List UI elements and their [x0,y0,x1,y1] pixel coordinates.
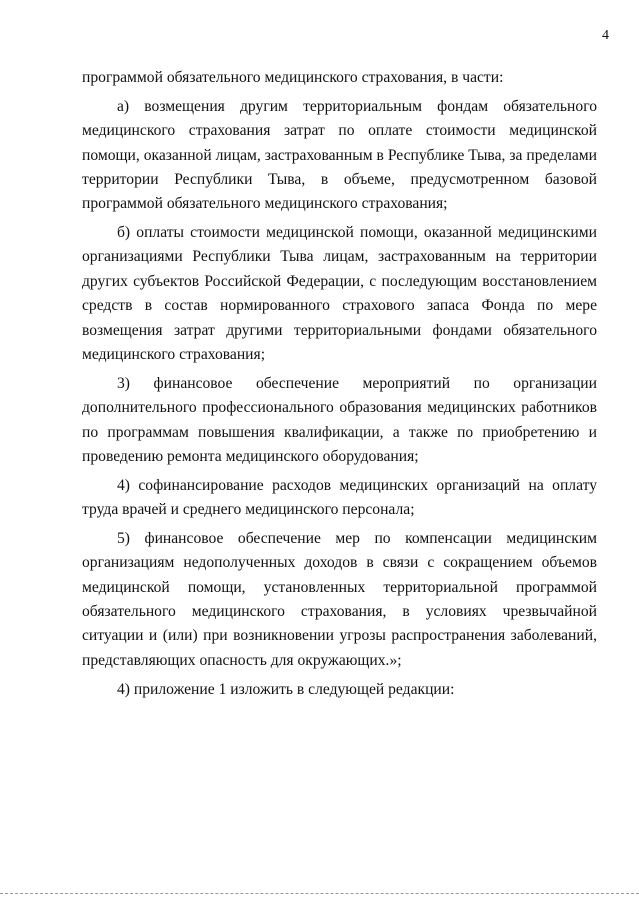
paragraph-item-3: 3) финансовое обеспечение мероприятий по организации дополнительного профессионального образования медицинских работников по программам повышения квалификации, а также по приобретению и проведению ремонта медицинского оборудования; [82,374,597,465]
paragraph-item-5: 5) финансовое обеспечение мер по компенсации медицинским организациям недополученных доходов в связи с сокращением объемов медицинской помощи, установленных территориальной программой обязательного медицинского страхования, в условиях чрезвычайной ситуации и (или) при возникновении угрозы распространения заболеваний, представляющих опасность для окружающих.»; [82,529,597,669]
paragraph-item-4: 4) софинансирование расходов медицинских организаций на оплату труда врачей и среднего медицинского персонала; [82,476,597,519]
page-number: 4 [602,28,609,43]
paragraph-intro: программой обязательного медицинского страхования, в части: [82,69,504,86]
paragraph-appendix: 4) приложение 1 изложить в следующей редакции: [117,680,455,698]
document-body [82,66,597,706]
scan-bottom-rule [0,893,639,895]
paragraph-item-b: б) оплаты стоимости медицинской помощи, оказанной медицинскими организациями Республики Тыва лицам, застрахованным на территории других субъектов Российской Федерации, с последующим восстановлением средств в состав нормированного страхового запаса Фонда по мере возмещения затрат другими территориальными фондами обязательного медицинского страхования; [82,224,597,364]
paragraph-item-a: а) возмещения другим территориальным фондам обязательного медицинского страхования затрат по оплате стоимости медицинской помощи, оказанной лицам, застрахованным в Республике Тыва, за пределами территории Республики Тыва, в объеме, предусмотренном базовой программой обязательного медицинского страхования; [82,97,597,213]
